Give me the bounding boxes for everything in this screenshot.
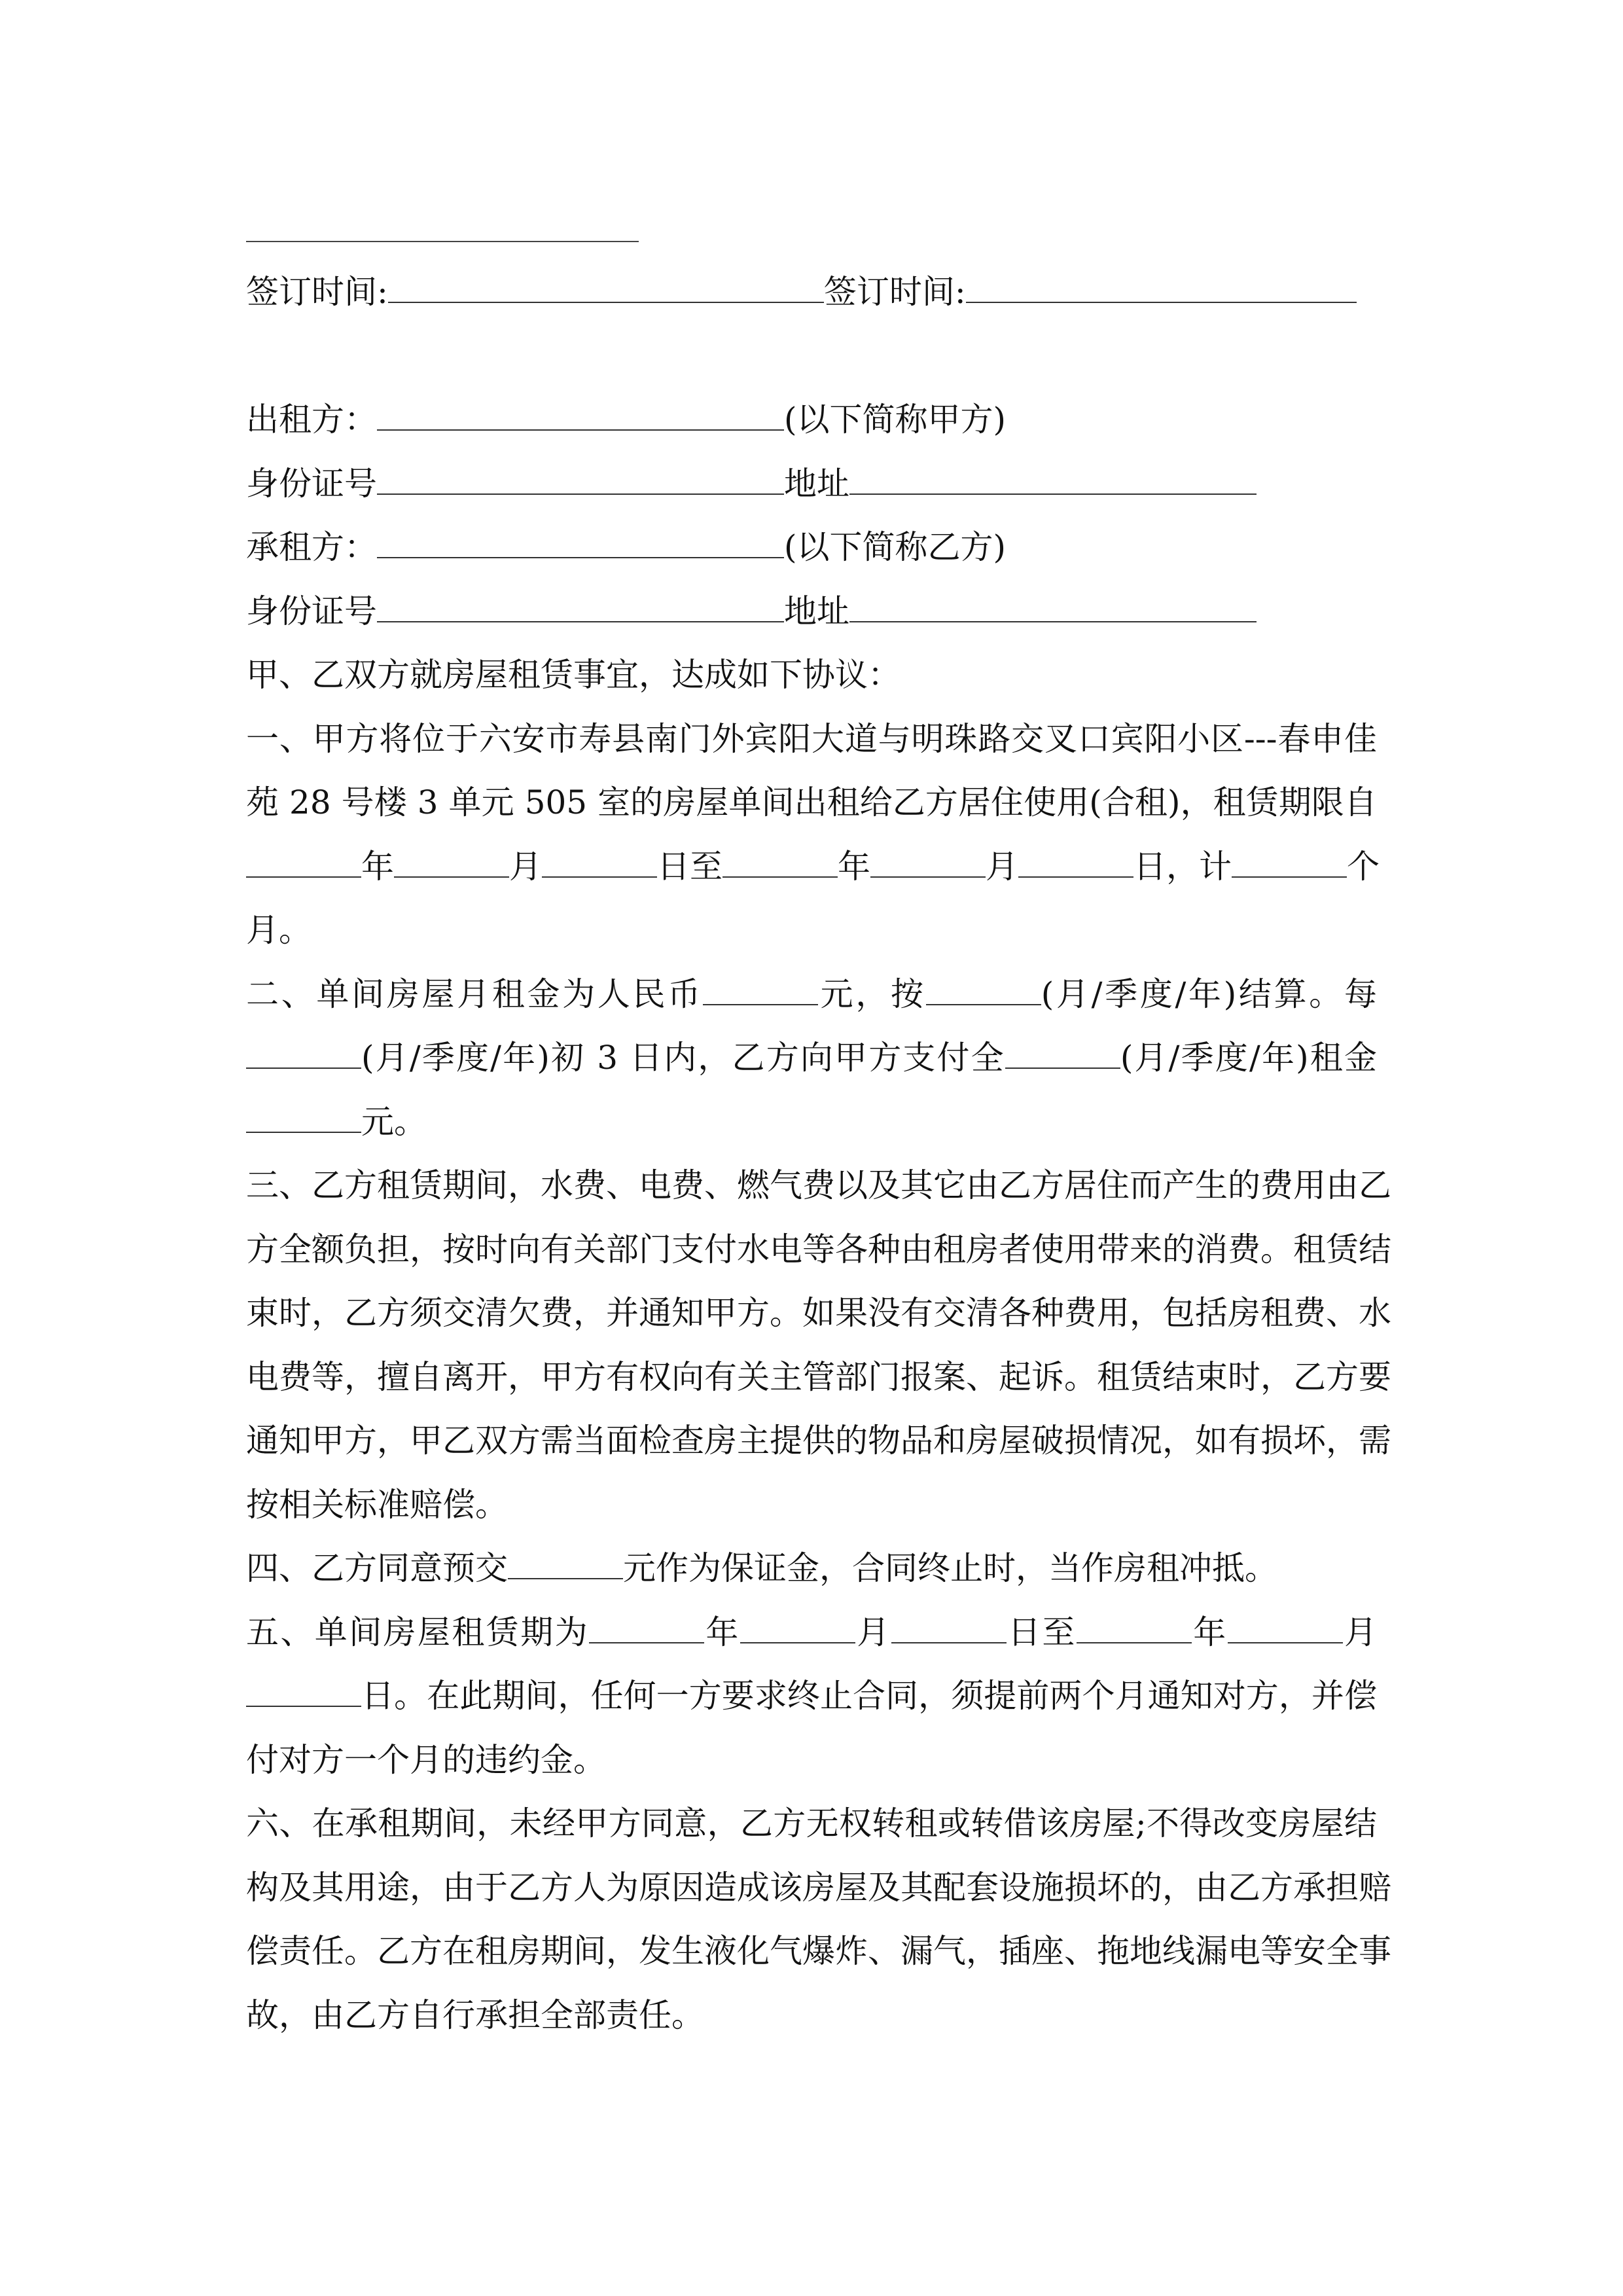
clause-5 [246,1664,1377,1729]
fill-in-blank[interactable] [246,1665,361,1707]
line-text: 元作为保证金，合同终止时，当作房租冲抵。 [623,1549,1277,1587]
fill-in-blank[interactable] [722,836,838,878]
line-text: 故，由乙方自行承担全部责任。 [246,1996,704,2034]
line-text: 月。 [246,911,312,949]
line-text: 构及其用途，由于乙方人为原因造成该房屋及其配套设施损坏的，由乙方承担赔 [246,1868,1391,1907]
clause-3 [246,1282,1391,1346]
fill-in-blank[interactable] [394,836,509,878]
signing-date-line [246,260,1377,325]
line-text: 日。在此期间，任何一方要求终止合同，须提前两个月通知对方，并偿 [361,1677,1377,1715]
lessee-line [246,516,1377,580]
clause-6 [246,1856,1391,1920]
fill-in-blank[interactable] [849,581,1257,622]
fill-in-blank[interactable] [1018,836,1133,878]
fill-in-blank[interactable] [849,453,1257,495]
clause-1 [246,835,1380,899]
clause-1 [246,771,1377,835]
line-text: 身份证号 [246,592,377,630]
line-text: (以下简称乙方) [784,528,1007,566]
clause-6 [246,1920,1391,1984]
line-text: 按相关标准赔偿。 [246,1485,508,1524]
clause-4 [246,1537,1377,1601]
fill-in-blank[interactable] [891,1602,1007,1643]
line-text: 年 [1191,1613,1228,1651]
top-signature-rule [246,241,639,242]
fill-in-blank[interactable] [377,581,784,622]
line-text: (月/季度/年)初 3 日内，乙方向甲方支付全 [361,1039,1005,1077]
line-text: 日，计 [1133,847,1232,886]
clause-2 [246,1026,1377,1090]
intro-line [246,643,1377,708]
spacer [246,325,1377,389]
clause-2 [246,1090,1377,1155]
clause-5 [246,1601,1377,1665]
fill-in-blank[interactable] [542,836,657,878]
line-text: 通知甲方，甲乙双方需当面检查房主提供的物品和房屋破损情况，如有损坏，需 [246,1422,1391,1460]
line-text: 身份证号 [246,464,377,503]
line-text: 月 [1342,1613,1378,1651]
fill-in-blank[interactable] [703,963,818,1005]
line-text: 年 [361,847,394,886]
clause-3 [246,1473,1377,1537]
line-text: 四、乙方同意预交 [246,1549,508,1587]
fill-in-blank[interactable] [1005,1027,1120,1069]
line-text: 地址 [784,464,849,503]
contract-body [246,260,1391,2047]
line-text: 甲、乙双方就房屋租赁事宜，达成如下协议： [246,656,901,694]
clause-6 [246,1792,1377,1856]
clause-6 [246,1984,1377,2048]
clause-3 [246,1218,1391,1282]
line-text: 元。 [361,1102,427,1141]
fill-in-blank[interactable] [246,1091,361,1133]
line-text: (以下简称甲方) [784,401,1007,439]
line-text: 月 [855,1613,891,1651]
line-text: 元，按 [817,975,926,1013]
fill-in-blank[interactable] [246,1027,361,1069]
lessor-id-line [246,452,1377,516]
line-text: 个 [1347,847,1380,886]
line-text: 束时，乙方须交清欠费，并通知甲方。如果没有交清各种费用，包括房租费、水 [246,1294,1391,1332]
line-text: 承租方： [246,528,377,566]
fill-in-blank[interactable] [246,836,361,878]
fill-in-blank[interactable] [870,836,986,878]
lessor-line [246,388,1377,452]
line-text: (月/季度/年)租金 [1120,1039,1377,1077]
fill-in-blank[interactable] [388,261,824,303]
line-text: 六、在承租期间，未经甲方同意，乙方无权转租或转借该房屋;不得改变房屋结 [246,1804,1377,1842]
line-text: (月/季度/年)结算。每 [1041,975,1377,1013]
line-text: 签订时间: [246,273,388,311]
clause-2 [246,963,1377,1027]
clause-5 [246,1729,1377,1793]
line-text: 苑 28 号楼 3 单元 505 室的房屋单间出租给乙方居住使用(合租)，租赁期限自 [246,783,1377,821]
line-text: 月 [986,847,1018,886]
lessee-id-line [246,580,1377,644]
line-text: 三、乙方租赁期间，水费、电费、燃气费以及其它由乙方居住而产生的费用由乙 [246,1166,1391,1204]
line-text: 方全额负担，按时向有关部门支付水电等各种由租房者使用带来的消费。租赁结 [246,1230,1391,1268]
line-text: 五、单间房屋租赁期为 [246,1613,589,1651]
line-text: 偿责任。乙方在租房期间，发生液化气爆炸、漏气，插座、拖地线漏电等安全事 [246,1932,1391,1970]
line-text: 电费等，擅自离开，甲方有权向有关主管部门报案、起诉。租赁结束时，乙方要 [246,1357,1391,1396]
fill-in-blank[interactable] [966,261,1357,303]
line-text: 一、甲方将位于六安市寿县南门外宾阳大道与明珠路交叉口宾阳小区---春申佳 [246,719,1377,758]
fill-in-blank[interactable] [377,453,784,495]
line-text: 日至 [1006,1613,1077,1651]
line-text: 年 [838,847,870,886]
line-text: 年 [704,1613,740,1651]
fill-in-blank[interactable] [1228,1602,1343,1643]
fill-in-blank[interactable] [926,963,1041,1005]
line-text: 出租方： [246,401,377,439]
fill-in-blank[interactable] [589,1602,704,1643]
line-text: 月 [509,847,542,886]
line-text: 签订时间: [823,273,966,311]
clause-1 [246,899,1377,963]
line-text: 地址 [784,592,849,630]
line-text: 二、单间房屋月租金为人民币 [246,975,703,1013]
fill-in-blank[interactable] [508,1537,623,1579]
fill-in-blank[interactable] [1077,1602,1192,1643]
clause-1 [246,708,1377,772]
clause-3 [246,1409,1391,1473]
fill-in-blank[interactable] [377,516,784,558]
clause-3 [246,1346,1391,1410]
fill-in-blank[interactable] [1232,836,1347,878]
line-text: 付对方一个月的违约金。 [246,1740,606,1779]
fill-in-blank[interactable] [377,389,784,431]
line-text: 日至 [657,847,722,886]
clause-3 [246,1154,1391,1218]
fill-in-blank[interactable] [740,1602,855,1643]
